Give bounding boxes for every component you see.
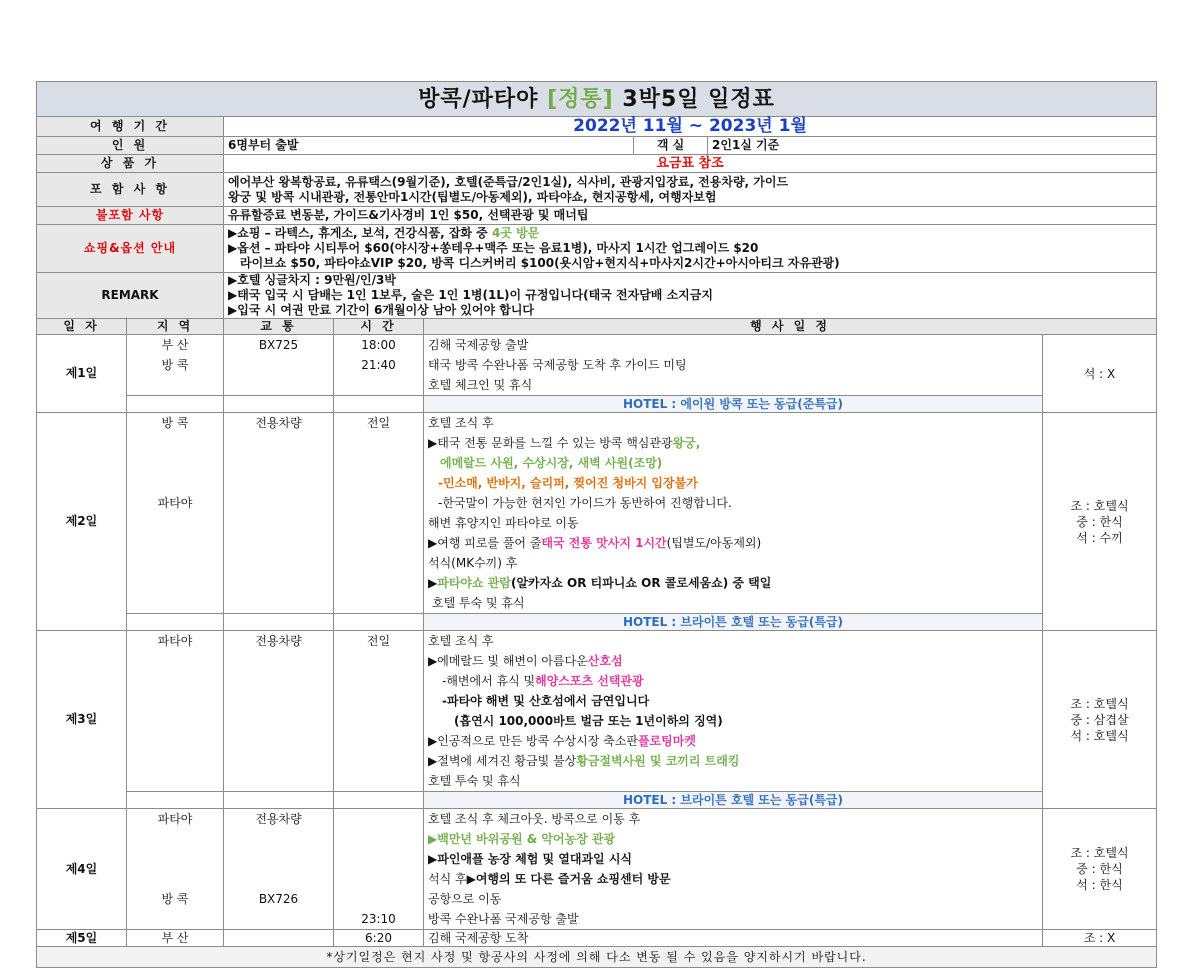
day1-schedule: [424, 335, 1043, 396]
remark-line: ▶입국 시 여권 만료 기간이 6개월이상 남아 있어야 합니다: [228, 303, 535, 317]
day4-region: 파타야 방 콕: [127, 809, 224, 930]
shopping-line: ▶옵션 – 파타야 시티투어 $60(야시장+쏭테우+맥주 또는 음료1병), 마사지 1시간 업그레이드 $20: [228, 241, 759, 255]
day3-time: 전일: [334, 631, 424, 792]
remark-label: REMARK: [37, 273, 224, 319]
col-time: 시 간: [334, 319, 424, 335]
room-value: 2인1실 기준: [708, 137, 1157, 155]
exclude-value: 유류할증료 변동분, 가이드&기사경비 1인 $50, 선택관광 및 매너팁: [224, 207, 1157, 225]
day3-hotel: HOTEL : 브라이튼 호텔 또는 동급(특급): [424, 792, 1043, 809]
day5-region: 부 산: [127, 930, 224, 947]
day3-region: 파타야: [127, 631, 224, 792]
itinerary-table: [36, 81, 1157, 968]
day2-label: 제2일: [37, 413, 127, 631]
col-transport: 교 통: [224, 319, 334, 335]
price-value: 요금표 참조: [224, 155, 1157, 173]
remark-line: ▶태국 입국 시 담배는 1인 1보루, 술은 1인 1병(1L)이 규정입니다(태국 전자담배 소지금지: [228, 288, 713, 302]
day5-time: 6:20: [334, 930, 424, 947]
period-value: 2022년 11월 ~ 2023년 1월: [224, 117, 1157, 137]
day4-transport: 전용차량 BX726: [224, 809, 334, 930]
day1-meals: 석 : X: [1043, 335, 1157, 413]
include-line: 왕궁 및 방콕 시내관광, 전통안마1시간(팁별도/아동제외), 파타야쇼, 현지공항세, 여행자보험: [228, 189, 717, 204]
day4-time: 23:10: [334, 809, 424, 930]
people-label: 인 원: [37, 137, 224, 155]
day3-meals: 조 : 호텔식 중 : 삼겹살 석 : 호텔식: [1043, 631, 1157, 809]
itinerary-sheet: [36, 81, 1156, 968]
day1-transport: BX725: [224, 335, 334, 396]
day3-label: 제3일: [37, 631, 127, 809]
include-value: [224, 173, 1157, 207]
day2-region: 방 콕 파타야: [127, 413, 224, 614]
day4-meals: 조 : 호텔식 중 : 한식 석 : 한식: [1043, 809, 1157, 930]
shopping-line: 라이브쇼 $50, 파타야쇼VIP $20, 방콕 디스커버리 $100(욧시암+현지식+마사지2시간+아시아티크 자유관광): [240, 256, 840, 270]
period-label: 여 행 기 간: [37, 117, 224, 137]
shopping-line: ▶쇼핑 – 라텍스, 휴게소, 보석, 건강식품, 잡화 중 4곳 방문: [228, 226, 540, 240]
room-label: 객 실: [634, 137, 708, 155]
schedule-line: 태국 방콕 수완나폼 국제공항 도착 후 가이드 미팅: [428, 357, 687, 372]
col-region: 지 역: [127, 319, 224, 335]
people-value: 6명부터 출발: [224, 137, 634, 155]
schedule-line: 김해 국제공항 출발: [428, 337, 529, 352]
day1-region: 부 산 방 콕: [127, 335, 224, 396]
day1-hotel: HOTEL : 에이원 방콕 또는 동급(준특급): [424, 396, 1043, 413]
remark-value: [224, 273, 1157, 319]
page-title: 방콕/파타야 [정통] 3박5일 일정표: [37, 82, 1157, 117]
day5-meals: 조 : X: [1043, 930, 1157, 947]
col-day: 일 자: [37, 319, 127, 335]
day2-meals: 조 : 호텔식 중 : 한식 석 : 수끼: [1043, 413, 1157, 631]
shopping-label: 쇼핑&옵션 안내: [37, 225, 224, 273]
day3-transport: 전용차량: [224, 631, 334, 792]
include-line: 에어부산 왕복항공료, 유류택스(9월기준), 호텔(준특급/2인1실), 식사비, 관광지입장료, 전용차량, 가이드: [228, 174, 789, 189]
schedule-line: 호텔 체크인 및 휴식: [428, 377, 533, 392]
day5-transport: [224, 930, 334, 947]
day4-label: 제4일: [37, 809, 127, 930]
shopping-value: [224, 225, 1157, 273]
footer-note: *상기일정은 현지 사정 및 항공사의 사정에 의해 다소 변동 될 수 있음을 양지하시기 바랍니다.: [37, 947, 1157, 968]
include-label: 포 함 사 항: [37, 173, 224, 207]
remark-line: ▶호텔 싱글차지 : 9만원/인/3박: [228, 273, 396, 287]
col-schedule: 행 사 일 정: [424, 319, 1157, 335]
exclude-label: 불포함 사항: [37, 207, 224, 225]
day5-label: 제5일: [37, 930, 127, 947]
day4-schedule: 호텔 조식 후 체크아웃. 방콕으로 이동 후 ▶백만년 바위공원 & 악어농장 관광 ▶파인애플 농장 체험 및 열대과일 시식 석식 후 ▶여행의 또 다른 즐거움 쇼핑센터 방문 공항으로 이동 방콕 수완나폼 국제공항 출발: [424, 809, 1043, 930]
day1-label: 제1일: [37, 335, 127, 413]
day2-transport: 전용차량: [224, 413, 334, 614]
day1-time: 18:00 21:40: [334, 335, 424, 396]
day2-time: 전일: [334, 413, 424, 614]
day2-schedule: 호텔 조식 후 ▶태국 전통 문화를 느낄 수 있는 방콕 핵심관광 왕궁, 에메랄드 사원, 수상시장, 새벽 사원(조망) -민소매, 반바지, 슬리퍼, 찢어진 청바지 입장불가 -한국말이 가능한 현지인 가이드가 동반하여 진행합니다. 해변 휴양지인 파타야로 이동 ▶여행 피로를 풀어 줄 태국 전통 맛사지 1시간 (팁별도/아동제외) 석식(MK수끼) 후 ▶ 파타야쇼 관람 (알카자쇼 OR 티파니쇼 OR 콜로세움쇼) 중 택일 호텔 투숙 및 휴식: [424, 413, 1043, 614]
day3-schedule: 호텔 조식 후 ▶에메랄드 빛 해변이 아름다운 산호섬 -해변에서 휴식 및 해양스포츠 선택관광 -파타야 해변 및 산호섬에서 금연입니다 (흡연시 100,000바트 벌금 또는 1년이하의 징역) ▶인공적으로 만든 방콕 수상시장 축소판 플로팅마켓 ▶절벽에 세겨진 황금빛 불상 황금절벽사원 및 코끼리 트래킹 호텔 투숙 및 휴식: [424, 631, 1043, 792]
day2-hotel: HOTEL : 브라이튼 호텔 또는 동급(특급): [424, 614, 1043, 631]
day5-schedule: 김해 국제공항 도착: [424, 930, 1043, 947]
price-label: 상 품 가: [37, 155, 224, 173]
